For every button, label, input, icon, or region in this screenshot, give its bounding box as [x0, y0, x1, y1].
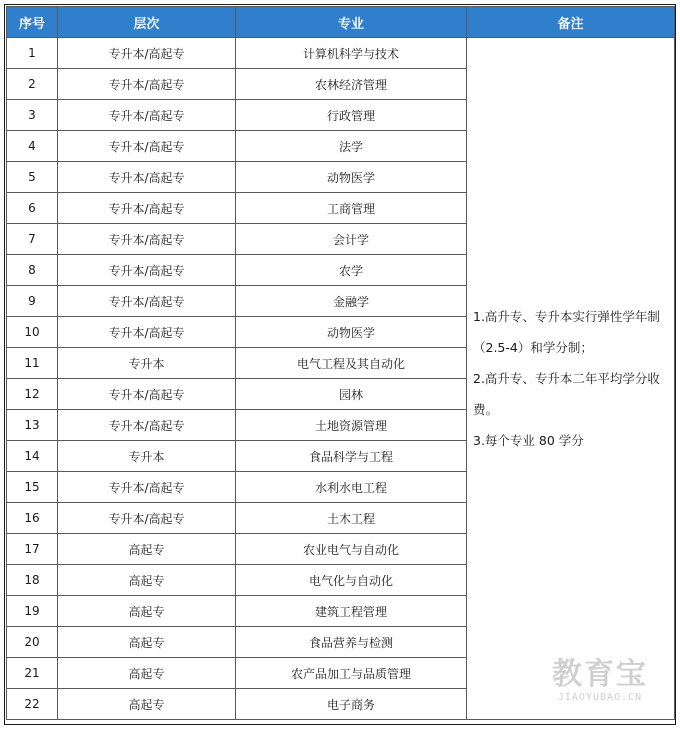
cell-index: 12: [7, 379, 58, 410]
cell-index: 4: [7, 131, 58, 162]
cell-major: 土地资源管理: [236, 410, 467, 441]
cell-level: 专升本/高起专: [58, 100, 236, 131]
cell-major: 会计学: [236, 224, 467, 255]
cell-major: 电子商务: [236, 689, 467, 720]
cell-index: 19: [7, 596, 58, 627]
cell-major: 金融学: [236, 286, 467, 317]
table-body: [7, 38, 675, 720]
cell-index: 11: [7, 348, 58, 379]
cell-level: 专升本/高起专: [58, 472, 236, 503]
header-level: 层次: [58, 7, 236, 38]
header-notes: 备注: [467, 7, 675, 38]
cell-level: 专升本/高起专: [58, 317, 236, 348]
cell-index: 22: [7, 689, 58, 720]
cell-level: 专升本: [58, 441, 236, 472]
cell-major: 电气化与自动化: [236, 565, 467, 596]
cell-major: 动物医学: [236, 317, 467, 348]
cell-level: 专升本: [58, 348, 236, 379]
cell-major: 农产品加工与品质管理: [236, 658, 467, 689]
cell-index: 20: [7, 627, 58, 658]
cell-major: 食品科学与工程: [236, 441, 467, 472]
cell-level: 高起专: [58, 534, 236, 565]
cell-level: 高起专: [58, 596, 236, 627]
cell-index: 13: [7, 410, 58, 441]
watermark-logo-text: 教育宝: [552, 657, 648, 692]
cell-level: 专升本/高起专: [58, 38, 236, 69]
cell-index: 9: [7, 286, 58, 317]
cell-level: 专升本/高起专: [58, 131, 236, 162]
cell-major: 计算机科学与技术: [236, 38, 467, 69]
watermark-domain-text: JIAOYUBAO.CN: [557, 692, 643, 703]
cell-major: 农学: [236, 255, 467, 286]
cell-level: 专升本/高起专: [58, 224, 236, 255]
cell-major: 食品营养与检测: [236, 627, 467, 658]
note-line: （2.5-4）和学分制；: [473, 340, 593, 355]
cell-index: 21: [7, 658, 58, 689]
cell-index: 15: [7, 472, 58, 503]
cell-index: 5: [7, 162, 58, 193]
cell-index: 2: [7, 69, 58, 100]
note-line: 费。: [473, 402, 499, 417]
cell-level: 高起专: [58, 565, 236, 596]
cell-major: 行政管理: [236, 100, 467, 131]
notes-cell: [467, 38, 675, 720]
cell-major: 园林: [236, 379, 467, 410]
header-row: [7, 7, 675, 38]
header-index: 序号: [7, 7, 58, 38]
cell-index: 7: [7, 224, 58, 255]
cell-major: 建筑工程管理: [236, 596, 467, 627]
cell-major: 工商管理: [236, 193, 467, 224]
cell-index: 16: [7, 503, 58, 534]
cell-major: 农业电气与自动化: [236, 534, 467, 565]
cell-level: 专升本/高起专: [58, 286, 236, 317]
note-line: 2.高升专、专升本二年平均学分收: [473, 371, 660, 386]
cell-index: 10: [7, 317, 58, 348]
cell-index: 17: [7, 534, 58, 565]
cell-index: 8: [7, 255, 58, 286]
cell-major: 法学: [236, 131, 467, 162]
cell-level: 专升本/高起专: [58, 255, 236, 286]
cell-major: 动物医学: [236, 162, 467, 193]
cell-level: 高起专: [58, 627, 236, 658]
cell-major: 电气工程及其自动化: [236, 348, 467, 379]
cell-level: 专升本/高起专: [58, 69, 236, 100]
cell-level: 专升本/高起专: [58, 162, 236, 193]
cell-major: 土木工程: [236, 503, 467, 534]
cell-index: 6: [7, 193, 58, 224]
cell-major: 农林经济管理: [236, 69, 467, 100]
header-major: 专业: [236, 7, 467, 38]
cell-index: 18: [7, 565, 58, 596]
majors-table: [6, 6, 675, 720]
cell-major: 水利水电工程: [236, 472, 467, 503]
cell-index: 1: [7, 38, 58, 69]
cell-level: 专升本/高起专: [58, 410, 236, 441]
cell-level: 高起专: [58, 658, 236, 689]
cell-level: 专升本/高起专: [58, 193, 236, 224]
note-line: 3.每个专业 80 学分: [473, 433, 584, 448]
cell-level: 专升本/高起专: [58, 503, 236, 534]
cell-level: 高起专: [58, 689, 236, 720]
cell-level: 专升本/高起专: [58, 379, 236, 410]
cell-index: 3: [7, 100, 58, 131]
note-line: 1.高升专、专升本实行弹性学年制: [473, 309, 660, 324]
cell-index: 14: [7, 441, 58, 472]
table-row: [7, 38, 675, 69]
